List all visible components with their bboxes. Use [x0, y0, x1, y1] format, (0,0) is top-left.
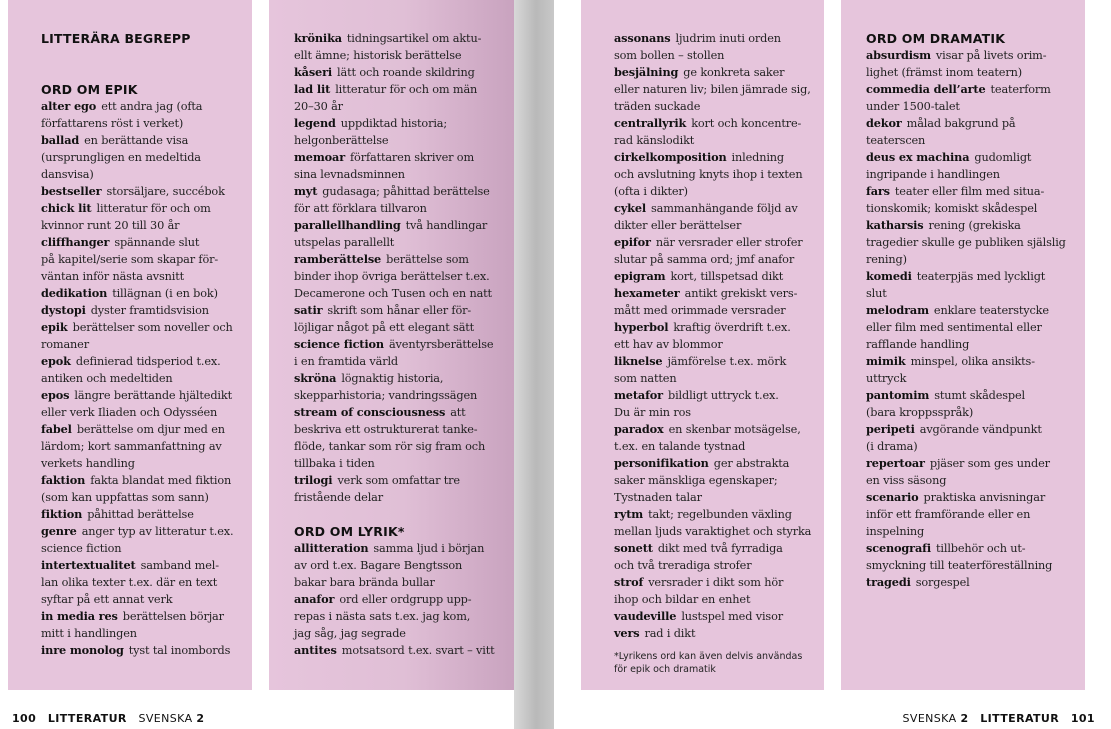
- entry-term: personifikation: [614, 456, 709, 470]
- entry-definition: mitt i handlingen: [41, 627, 137, 640]
- entry-definition: beskriva ett ostrukturerat tanke-: [294, 423, 478, 436]
- entry-term: ramberättelse: [294, 252, 382, 266]
- entry-term: stream of consciousness: [294, 405, 446, 419]
- entry-definition: tillbehör och ut-: [936, 542, 1026, 555]
- entry-term: melodram: [866, 303, 929, 317]
- entry-definition: författarens röst i verket): [41, 117, 184, 130]
- glossary-entry: [866, 574, 1073, 591]
- entry-definition: väntan inför nästa avsnitt: [41, 270, 185, 283]
- entry-definition: bakar bara brända bullar: [294, 576, 435, 589]
- entry-definition: sammanhängande följd av: [651, 202, 798, 215]
- entry-definition: när versrader eller strofer: [655, 236, 803, 249]
- entry-term: allitteration: [294, 541, 369, 555]
- entry-definition: jag såg, jag segrade: [294, 627, 406, 640]
- entry-definition: minspel, olika ansikts-: [910, 355, 1035, 368]
- glossary-entry: [41, 557, 240, 608]
- entry-term: besjälning: [614, 65, 679, 79]
- entry-definition: pjäser som ges under: [929, 457, 1050, 470]
- entry-term: science fiction: [294, 337, 384, 351]
- entry-definition: kraftig överdrift t.ex.: [673, 321, 791, 334]
- entry-definition: träden suckade: [614, 100, 701, 113]
- entry-definition: längre berättande hjältedikt: [74, 389, 232, 402]
- glossary-entry: [294, 251, 502, 302]
- entry-term: cliffhanger: [41, 235, 110, 249]
- entry-definition: sorgespel: [915, 576, 970, 589]
- entry-term: mimik: [866, 354, 906, 368]
- entry-definition: berättelser som noveller och: [72, 321, 233, 334]
- entry-definition: saker mänskliga egenskaper;: [614, 474, 778, 487]
- glossary-entry: [41, 523, 240, 557]
- entry-definition: spännande slut: [114, 236, 200, 249]
- entry-definition: mellan ljuds varaktighet och styrka: [614, 525, 812, 538]
- entry-term: epok: [41, 354, 71, 368]
- entry-definition: t.ex. en talande tystnad: [614, 440, 746, 453]
- entry-definition: mått med orimmade versrader: [614, 304, 786, 317]
- entry-term: fars: [866, 184, 890, 198]
- entry-definition: litteratur för och om: [96, 202, 211, 215]
- entry-term: antites: [294, 643, 337, 657]
- entry-definition: berättelsen börjar: [122, 610, 224, 623]
- glossary-entry: [294, 404, 502, 472]
- entry-definition: fristående delar: [294, 491, 384, 504]
- entry-definition: teaterform: [990, 83, 1051, 96]
- glossary-entry: [294, 591, 502, 642]
- entry-term: parallellhandling: [294, 218, 401, 232]
- entry-term: intertextualitet: [41, 558, 136, 572]
- entry-definition: kort, tillspetsad dikt: [670, 270, 784, 283]
- entry-definition: repas i nästa sats t.ex. jag kom,: [294, 610, 471, 623]
- glossary-entry: [294, 183, 502, 217]
- entry-term: epifor: [614, 235, 651, 249]
- glossary-entry: [614, 200, 812, 234]
- glossary-entry: [614, 234, 812, 268]
- entry-definition: science fiction: [41, 542, 122, 555]
- footer-book-number: 2: [960, 712, 969, 725]
- entry-term: pantomim: [866, 388, 930, 402]
- entry-term: chick lit: [41, 201, 92, 215]
- glossary-entry: [294, 217, 502, 251]
- entry-definition: under 1500-talet: [866, 100, 960, 113]
- entry-definition: slutar på samma ord; jmf anafor: [614, 253, 795, 266]
- entry-term: krönika: [294, 31, 342, 45]
- glossary-entry: [41, 234, 240, 285]
- glossary-entry: [866, 149, 1073, 183]
- entry-definition: för att förklara tillvaron: [294, 202, 427, 215]
- glossary-entry: [614, 608, 812, 625]
- book-spine-gutter: [514, 0, 554, 729]
- glossary-entry: [41, 302, 240, 319]
- entry-definition: ett andra jag (ofta: [101, 100, 203, 113]
- glossary-entry: [294, 472, 502, 506]
- glossary-entry: [614, 421, 812, 455]
- glossary-column-3: [581, 0, 824, 690]
- entry-definition: gudasaga; påhittad berättelse: [322, 185, 490, 198]
- entry-definition: rafflande handling: [866, 338, 970, 351]
- entry-term: commedia dell’arte: [866, 82, 986, 96]
- entry-term: strof: [614, 575, 644, 589]
- entry-definition: lögnaktig historia,: [341, 372, 444, 385]
- glossary-entry: [866, 353, 1073, 387]
- entry-term: deus ex machina: [866, 150, 970, 164]
- entry-term: vaudeville: [614, 609, 677, 623]
- glossary-entry: [614, 353, 812, 387]
- entry-definition: ingripande i handlingen: [866, 168, 1000, 181]
- entry-term: rytm: [614, 507, 644, 521]
- glossary-entry: [614, 387, 812, 421]
- entry-term: in media res: [41, 609, 118, 623]
- entry-definition: tidningsartikel om aktu-: [346, 32, 482, 45]
- glossary-column-1: [8, 0, 252, 690]
- entry-definition: i en framtida värld: [294, 355, 399, 368]
- entry-definition: kvinnor runt 20 till 30 år: [41, 219, 180, 232]
- glossary-entry: [866, 47, 1073, 81]
- entry-definition: verkets handling: [41, 457, 135, 470]
- entry-list: [294, 30, 502, 506]
- entry-definition: avgörande vändpunkt: [919, 423, 1042, 436]
- entry-definition: versrader i dikt som hör: [648, 576, 784, 589]
- entry-term: paradox: [614, 422, 664, 436]
- page-title: LITTERÄRA BEGREPP: [41, 31, 191, 46]
- footer-book: SVENSKA: [902, 712, 957, 725]
- entry-term: tragedi: [866, 575, 911, 589]
- footnote: [614, 650, 812, 676]
- entry-definition: gudomligt: [974, 151, 1032, 164]
- entry-definition: författaren skriver om: [350, 151, 475, 164]
- glossary-entry: [614, 115, 812, 149]
- entry-definition: lan olika texter t.ex. där en text: [41, 576, 218, 589]
- entry-definition: som natten: [614, 372, 677, 385]
- glossary-entry: [614, 285, 812, 319]
- entry-definition: smyckning till teaterföreställning: [866, 559, 1053, 572]
- glossary-entry: [866, 81, 1073, 115]
- entry-term: komedi: [866, 269, 912, 283]
- entry-definition: eller verk Iliaden och Odysséen: [41, 406, 218, 419]
- page-number: 101: [1070, 712, 1095, 725]
- glossary-entry: [41, 200, 240, 234]
- entry-definition: anger typ av litteratur t.ex.: [81, 525, 234, 538]
- glossary-entry: [41, 285, 240, 302]
- entry-definition: lustspel med visor: [681, 610, 783, 623]
- page-number: 100: [12, 712, 37, 725]
- entry-definition: skepparhistoria; vandringssägen: [294, 389, 478, 402]
- entry-term: scenografi: [866, 541, 931, 555]
- entry-definition: teaterscen: [866, 134, 926, 147]
- entry-definition: rening (grekiska: [928, 219, 1021, 232]
- entry-list: [41, 98, 240, 659]
- glossary-entry: [294, 30, 502, 64]
- entry-definition: syftar på ett annat verk: [41, 593, 173, 606]
- footer-subject: LITTERATUR: [47, 712, 127, 725]
- entry-definition: tionskomik; komiskt skådespel: [866, 202, 1038, 215]
- entry-definition: (ursprungligen en medeltida: [41, 151, 201, 164]
- entry-term: epik: [41, 320, 68, 334]
- entry-term: peripeti: [866, 422, 915, 436]
- glossary-column-2: [269, 0, 514, 690]
- glossary-entry: [866, 540, 1073, 574]
- entry-definition: en skenbar motsägelse,: [668, 423, 801, 436]
- entry-definition: eller film med sentimental eller: [866, 321, 1042, 334]
- entry-term: repertoar: [866, 456, 925, 470]
- entry-definition: (ofta i dikter): [614, 185, 688, 198]
- entry-term: alter ego: [41, 99, 97, 113]
- entry-term: myt: [294, 184, 318, 198]
- entry-definition: ger abstrakta: [713, 457, 790, 470]
- entry-definition: flöde, tankar som rör sig fram och: [294, 440, 486, 453]
- glossary-entry: [41, 642, 240, 659]
- entry-definition: uttryck: [866, 372, 907, 385]
- glossary-entry: [294, 540, 502, 591]
- entry-definition: kort och koncentre-: [691, 117, 802, 130]
- entry-definition: tyst tal inombords: [128, 644, 231, 657]
- entry-definition: lätt och roande skildring: [337, 66, 475, 79]
- entry-term: vers: [614, 626, 640, 640]
- entry-definition: lärdom; kort sammanfattning av: [41, 440, 222, 453]
- entry-term: absurdism: [866, 48, 931, 62]
- entry-definition: dikt med två fyrradiga: [657, 542, 783, 555]
- entry-term: assonans: [614, 31, 671, 45]
- entry-term: anafor: [294, 592, 335, 606]
- footer-subject: LITTERATUR: [980, 712, 1060, 725]
- entry-definition: enklare teaterstycke: [933, 304, 1049, 317]
- glossary-entry: [614, 506, 812, 540]
- section-heading-lyrik: ORD OM LYRIK*: [294, 524, 405, 539]
- glossary-entry: [294, 370, 502, 404]
- entry-definition: 20–30 år: [294, 100, 343, 113]
- entry-term: dedikation: [41, 286, 108, 300]
- entry-definition: löjligar något på ett elegant sätt: [294, 321, 475, 334]
- entry-definition: fakta blandat med fiktion: [90, 474, 232, 487]
- entry-definition: ett hav av blommor: [614, 338, 723, 351]
- entry-definition: dansvisa): [41, 168, 94, 181]
- entry-term: legend: [294, 116, 336, 130]
- entry-term: skröna: [294, 371, 337, 385]
- entry-definition: berättelse som: [386, 253, 469, 266]
- footer-book: SVENSKA: [138, 712, 193, 725]
- entry-definition: tillägnan (i en bok): [112, 287, 218, 300]
- entry-definition: äventyrsberättelse: [388, 338, 494, 351]
- glossary-entry: [866, 489, 1073, 540]
- entry-definition: storsäljare, succébok: [106, 185, 225, 198]
- glossary-entry: [614, 625, 812, 642]
- entry-definition: jämförelse t.ex. mörk: [667, 355, 787, 368]
- entry-term: scenario: [866, 490, 919, 504]
- glossary-entry: [614, 30, 812, 64]
- glossary-entry: [614, 149, 812, 200]
- entry-term: hexameter: [614, 286, 680, 300]
- glossary-entry: [41, 183, 240, 200]
- entry-term: fiktion: [41, 507, 83, 521]
- glossary-entry: [866, 421, 1073, 455]
- entry-definition: motsatsord t.ex. svart – vitt: [341, 644, 495, 657]
- entry-definition: ord eller ordgrupp upp-: [339, 593, 472, 606]
- entry-definition: ge konkreta saker: [683, 66, 785, 79]
- glossary-entry: [614, 574, 812, 608]
- entry-term: cirkelkomposition: [614, 150, 727, 164]
- glossary-entry: [294, 336, 502, 370]
- entry-definition: tragedier skulle ge publiken själslig: [866, 236, 1066, 249]
- glossary-entry: [614, 319, 812, 353]
- entry-definition: inspelning: [866, 525, 925, 538]
- entry-definition: rening): [866, 253, 907, 266]
- entry-definition: helgonberättelse: [294, 134, 389, 147]
- glossary-entry: [294, 115, 502, 149]
- glossary-entry: [614, 268, 812, 285]
- glossary-entry: [41, 506, 240, 523]
- entry-term: trilogi: [294, 473, 333, 487]
- entry-definition: av ord t.ex. Bagare Bengtsson: [294, 559, 463, 572]
- glossary-entry: [866, 387, 1073, 421]
- entry-definition: teaterpjäs med lyckligt: [916, 270, 1046, 283]
- footer-left: [12, 712, 204, 725]
- entry-definition: och avslutning knyts ihop i texten: [614, 168, 803, 181]
- glossary-entry: [866, 455, 1073, 489]
- entry-definition: antikt grekiskt vers-: [684, 287, 798, 300]
- entry-term: satir: [294, 303, 323, 317]
- glossary-entry: [41, 98, 240, 132]
- entry-term: fabel: [41, 422, 72, 436]
- entry-definition: samma ljud i början: [373, 542, 485, 555]
- entry-definition: Du är min ros: [614, 406, 691, 419]
- entry-definition: bildligt uttryck t.ex.: [667, 389, 779, 402]
- entry-definition: teater eller film med situa-: [894, 185, 1045, 198]
- glossary-entry: [294, 302, 502, 336]
- entry-list: [866, 47, 1073, 591]
- entry-definition: dyster framtidsvision: [90, 304, 209, 317]
- entry-definition: (i drama): [866, 440, 918, 453]
- glossary-entry: [41, 421, 240, 472]
- footer-right: [903, 712, 1095, 725]
- entry-definition: definierad tidsperiod t.ex.: [75, 355, 221, 368]
- entry-definition: ellt ämne; historisk berättelse: [294, 49, 462, 62]
- glossary-entry: [866, 217, 1073, 268]
- entry-definition: dikter eller berättelser: [614, 219, 742, 232]
- entry-term: epigram: [614, 269, 666, 283]
- entry-definition: samband mel-: [140, 559, 219, 572]
- entry-definition: eller naturen liv; bilen jämrade sig,: [614, 83, 811, 96]
- entry-definition: litteratur för och om män: [335, 83, 478, 96]
- glossary-entry: [614, 540, 812, 574]
- entry-term: bestseller: [41, 184, 102, 198]
- entry-term: centrallyrik: [614, 116, 687, 130]
- glossary-entry: [41, 387, 240, 421]
- glossary-entry: [294, 64, 502, 81]
- section-heading-epik: ORD OM EPIK: [41, 82, 138, 97]
- entry-definition: påhittad berättelse: [87, 508, 194, 521]
- entry-definition: en berättande visa: [84, 134, 189, 147]
- entry-definition: på kapitel/serie som skapar för-: [41, 253, 219, 266]
- entry-definition: romaner: [41, 338, 89, 351]
- entry-definition: utspelas parallellt: [294, 236, 395, 249]
- glossary-entry: [866, 302, 1073, 353]
- glossary-entry: [294, 642, 502, 659]
- entry-definition: rad i dikt: [644, 627, 696, 640]
- entry-definition: antiken och medeltiden: [41, 372, 173, 385]
- entry-term: hyperbol: [614, 320, 669, 334]
- glossary-entry: [41, 319, 240, 353]
- entry-term: sonett: [614, 541, 653, 555]
- entry-definition: stumt skådespel: [934, 389, 1026, 402]
- glossary-entry: [41, 132, 240, 183]
- entry-definition: ljudrim inuti orden: [675, 32, 781, 45]
- entry-definition: en viss säsong: [866, 474, 947, 487]
- entry-definition: tillbaka i tiden: [294, 457, 375, 470]
- entry-term: dystopi: [41, 303, 86, 317]
- glossary-entry: [866, 115, 1073, 149]
- entry-term: faktion: [41, 473, 86, 487]
- entry-term: liknelse: [614, 354, 663, 368]
- entry-term: dekor: [866, 116, 902, 130]
- entry-term: memoar: [294, 150, 346, 164]
- entry-definition: lighet (främst inom teatern): [866, 66, 1022, 79]
- entry-definition: praktiska anvisningar: [923, 491, 1046, 504]
- entry-definition: visar på livets orim-: [935, 49, 1047, 62]
- entry-definition: rad känslodikt: [614, 134, 695, 147]
- section-heading-dramatik: ORD OM DRAMATIK: [866, 31, 1006, 46]
- entry-term: lad lit: [294, 82, 331, 96]
- footnote-line: *Lyrikens ord kan även delvis användas: [614, 651, 803, 662]
- glossary-entry: [294, 81, 502, 115]
- entry-definition: två handlingar: [405, 219, 488, 232]
- entry-definition: takt; regelbunden växling: [648, 508, 792, 521]
- footer-book-number: 2: [196, 712, 205, 725]
- entry-definition: Decamerone och Tusen och en natt: [294, 287, 492, 300]
- entry-definition: målad bakgrund på: [906, 117, 1016, 130]
- glossary-entry: [41, 608, 240, 642]
- entry-definition: och två treradiga strofer: [614, 559, 752, 572]
- entry-term: ballad: [41, 133, 80, 147]
- glossary-entry: [866, 268, 1073, 302]
- glossary-entry: [294, 149, 502, 183]
- entry-term: metafor: [614, 388, 663, 402]
- entry-term: genre: [41, 524, 77, 538]
- entry-definition: verk som omfattar tre: [337, 474, 460, 487]
- entry-term: epos: [41, 388, 70, 402]
- entry-definition: inför ett framförande eller en: [866, 508, 1031, 521]
- entry-definition: (bara kroppsspråk): [866, 406, 974, 419]
- entry-term: kåseri: [294, 65, 333, 79]
- entry-list: [294, 540, 502, 659]
- entry-definition: ihop och bildar en enhet: [614, 593, 751, 606]
- entry-list: [614, 30, 812, 642]
- entry-definition: uppdiktad historia;: [340, 117, 448, 130]
- entry-definition: slut: [866, 287, 887, 300]
- entry-definition: att: [450, 406, 466, 419]
- glossary-entry: [614, 64, 812, 115]
- entry-term: inre monolog: [41, 643, 124, 657]
- entry-definition: Tystnaden talar: [614, 491, 702, 504]
- footnote-line: för epik och dramatik: [614, 664, 716, 675]
- entry-definition: berättelse om djur med en: [76, 423, 225, 436]
- glossary-entry: [614, 455, 812, 506]
- glossary-entry: [866, 183, 1073, 217]
- entry-definition: sina levnadsminnen: [294, 168, 405, 181]
- entry-definition: (som kan uppfattas som sann): [41, 491, 209, 504]
- entry-definition: inledning: [731, 151, 785, 164]
- entry-definition: binder ihop övriga berättelser t.ex.: [294, 270, 490, 283]
- glossary-entry: [41, 472, 240, 506]
- entry-definition: som bollen – stollen: [614, 49, 725, 62]
- glossary-entry: [41, 353, 240, 387]
- entry-term: cykel: [614, 201, 646, 215]
- entry-definition: skrift som hånar eller för-: [327, 304, 472, 317]
- glossary-column-4: [841, 0, 1085, 690]
- entry-term: katharsis: [866, 218, 924, 232]
